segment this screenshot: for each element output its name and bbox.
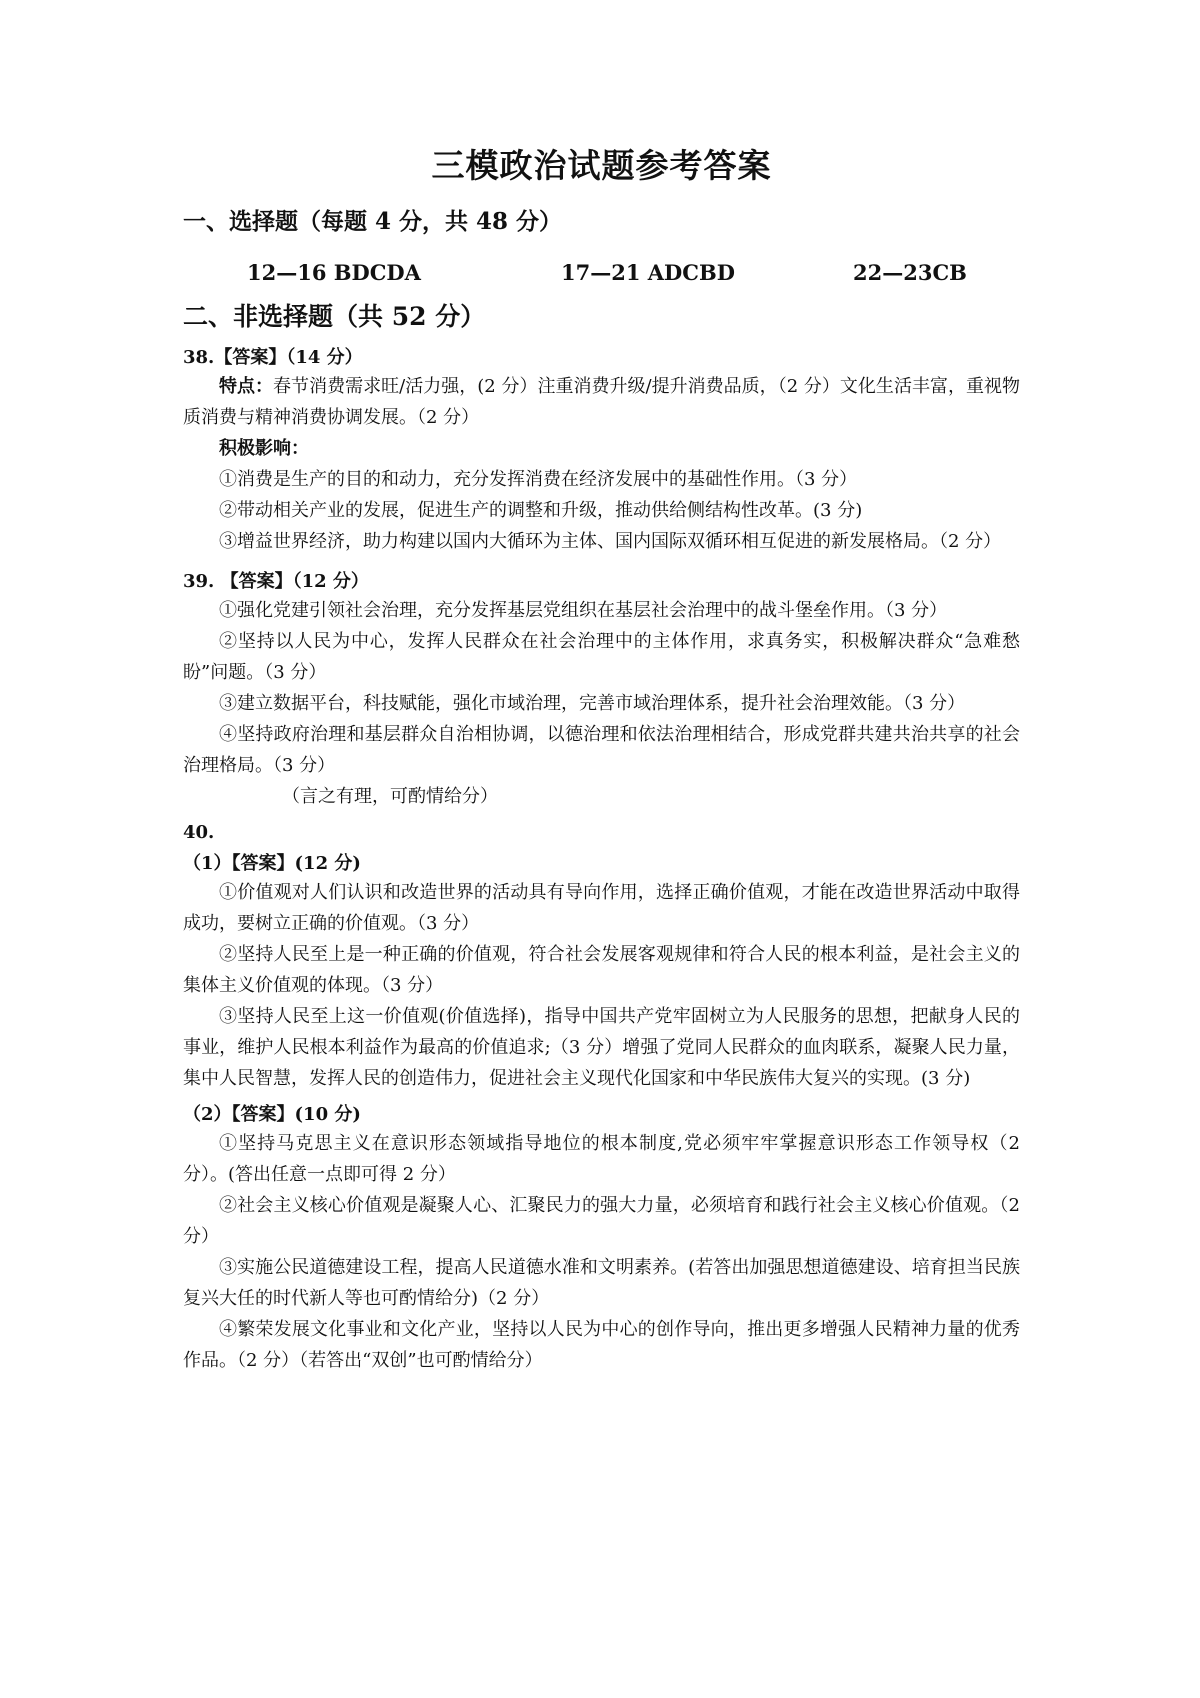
answer-group-1: 12—16 BDCDA <box>247 260 421 285</box>
q40-heading: 40. <box>183 822 215 843</box>
q38-impact-label: 积极影响： <box>219 438 309 459</box>
q38-impact-1: ①消费是生产的目的和动力，充分发挥消费在经济发展中的基础性作用。（3 分） <box>219 469 858 490</box>
q40-part1-item-1: ①价值观对人们认识和改造世界的活动具有导向作用，选择正确价值观，才能在改造世界活动中取得成功，要树立正确的价值观。（3 分） <box>183 882 1020 934</box>
answer-group-3: 22—23CB <box>853 260 967 285</box>
q40-part1-item-2: ②坚持人民至上是一种正确的价值观，符合社会发展客观规律和符合人民的根本利益，是社会主义的集体主义价值观的体现。（3 分） <box>183 944 1020 996</box>
q39-heading: 39. 【答案】（12 分） <box>183 571 369 592</box>
q39-note: （言之有理，可酌情给分） <box>282 786 498 807</box>
q40-part1-heading: （1）【答案】(12 分) <box>183 853 361 874</box>
q38-impact-2: ②带动相关产业的发展，促进生产的调整和升级，推动供给侧结构性改革。(3 分) <box>219 500 863 521</box>
q38-feature <box>183 371 1020 433</box>
q39-item-4: ④坚持政府治理和基层群众自治相协调，以德治理和依法治理相结合，形成党群共建共治共享的社会治理格局。（3 分） <box>183 724 1020 776</box>
q39-item-1: ①强化党建引领社会治理，充分发挥基层党组织在基层社会治理中的战斗堡垒作用。（3 分） <box>219 600 948 621</box>
q40-part2-item-4: ④繁荣发展文化事业和文化产业，坚持以人民为中心的创作导向，推出更多增强人民精神力量的优秀作品。（2 分）（若答出“双创”也可酌情给分） <box>183 1319 1020 1371</box>
section2-heading: 二、非选择题（共 52 分） <box>183 302 486 331</box>
q40-part1-item-3: ③坚持人民至上这一价值观(价值选择)，指导中国共产党牢固树立为人民服务的思想，把献身人民的事业，维护人民根本利益作为最高的价值追求;（3 分）增强了党同人民群众的血肉联系，凝聚人民力量，集中人民智慧，发挥人民的创造伟力，促进社会主义现代化国家和中华民族伟大复兴的实现。(3 分) <box>183 1006 1020 1089</box>
section1-heading: 一、选择题（每题 4 分，共 48 分） <box>183 208 563 235</box>
q38-feature-text: 春节消费需求旺/活力强，(2 分）注重消费升级/提升消费品质，（2 分）文化生活丰富，重视物质消费与精神消费协调发展。（2 分） <box>183 376 1021 428</box>
q40-part2-item-1: ①坚持马克思主义在意识形态领域指导地位的根本制度,党必须牢牢掌握意识形态工作领导权（2 分）。(答出任意一点即可得 2 分） <box>183 1133 1020 1185</box>
choice-answers <box>247 260 1020 285</box>
q40-part2-item-3: ③实施公民道德建设工程，提高人民道德水准和文明素养。(若答出加强思想道德建设、培育担当民族复兴大任的时代新人等也可酌情给分)（2 分） <box>183 1257 1020 1309</box>
q38-impact-3: ③增益世界经济，助力构建以国内大循环为主体、国内国际双循环相互促进的新发展格局。（2 分） <box>219 531 1002 552</box>
q40-part2-item-2: ②社会主义核心价值观是凝聚人心、汇聚民力的强大力量，必须培育和践行社会主义核心价值观。（2 分） <box>183 1195 1020 1247</box>
q38-feature-label: 特点： <box>219 376 274 397</box>
q38-heading: 38.【答案】（14 分） <box>183 347 363 368</box>
q39-item-3: ③建立数据平台，科技赋能，强化市域治理，完善市域治理体系，提升社会治理效能。（3 分） <box>219 693 966 714</box>
q40-part2-heading: （2）【答案】(10 分) <box>183 1104 361 1125</box>
page-title: 三模政治试题参考答案 <box>431 146 772 185</box>
answer-group-2: 17—21 ADCBD <box>561 260 735 285</box>
q39-item-2: ②坚持以人民为中心，发挥人民群众在社会治理中的主体作用，求真务实，积极解决群众“急难愁盼”问题。（3 分） <box>183 631 1020 683</box>
